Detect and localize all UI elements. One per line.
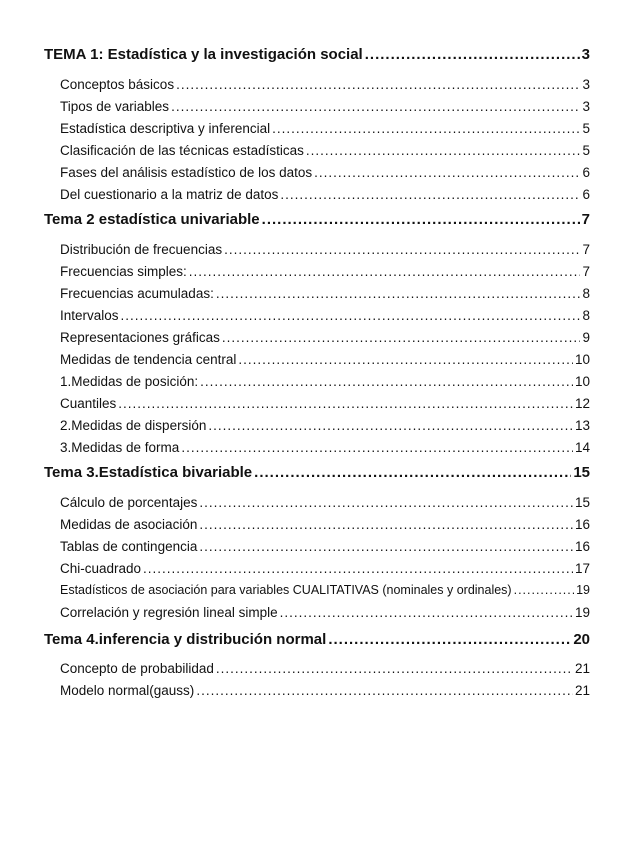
toc-item[interactable] — [60, 143, 590, 158]
item-label: Chi-cuadrado — [60, 561, 142, 576]
dot-leader — [280, 605, 573, 620]
toc-item[interactable] — [60, 187, 590, 202]
page-number: 15 — [573, 464, 590, 481]
item-label: Modelo normal(gauss) — [60, 683, 195, 698]
item-label: Representaciones gráficas — [60, 330, 220, 345]
section-title: Tema 4.inferencia y distribución normal — [44, 631, 327, 648]
dot-leader — [200, 374, 573, 389]
page-number: 16 — [574, 517, 590, 532]
toc-item[interactable] — [60, 517, 590, 532]
item-label: Frecuencias acumuladas: — [60, 286, 214, 301]
toc-item[interactable] — [60, 99, 590, 114]
page-number: 5 — [582, 143, 590, 158]
item-label: Cálculo de porcentajes — [60, 495, 198, 510]
item-label: Distribución de frecuencias — [60, 242, 223, 257]
dot-leader — [216, 661, 573, 676]
dot-leader — [216, 286, 581, 301]
item-label: 2.Medidas de dispersión — [60, 418, 207, 433]
toc-section-2[interactable] — [44, 211, 590, 228]
dot-leader — [176, 77, 580, 92]
dot-leader — [314, 165, 580, 180]
item-label: Fases del análisis estadístico de los datos — [60, 165, 313, 180]
page-number: 8 — [582, 308, 590, 323]
page-number: 14 — [574, 440, 590, 455]
page-number: 17 — [574, 561, 590, 576]
toc-item[interactable] — [60, 374, 590, 389]
toc-section-4[interactable] — [44, 631, 590, 648]
toc-item[interactable] — [60, 165, 590, 180]
item-label: 3.Medidas de forma — [60, 440, 180, 455]
dot-leader — [272, 121, 580, 136]
page-number: 7 — [582, 264, 590, 279]
dot-leader — [306, 143, 581, 158]
dot-leader — [196, 683, 573, 698]
dot-leader — [328, 631, 571, 648]
page-number: 7 — [581, 211, 590, 228]
section-title: Tema 3.Estadística bivariable — [44, 464, 253, 481]
page-number: 9 — [582, 330, 590, 345]
toc-item[interactable] — [60, 683, 590, 698]
item-label: Tipos de variables — [60, 99, 170, 114]
item-label: Cuantiles — [60, 396, 117, 411]
page-number: 3 — [582, 77, 590, 92]
page-number: 6 — [582, 165, 590, 180]
toc-item[interactable] — [60, 264, 590, 279]
page-number: 16 — [574, 539, 590, 554]
toc-item[interactable] — [60, 561, 590, 576]
toc-item[interactable] — [60, 440, 590, 455]
toc-section-3[interactable] — [44, 464, 590, 481]
dot-leader — [118, 396, 573, 411]
toc-item[interactable] — [60, 418, 590, 433]
dot-leader — [224, 242, 580, 257]
dot-leader — [280, 187, 580, 202]
page-number: 6 — [582, 187, 590, 202]
page-number: 19 — [576, 583, 590, 597]
page-number: 5 — [582, 121, 590, 136]
item-label: 1.Medidas de posición: — [60, 374, 199, 389]
dot-leader — [365, 46, 580, 63]
toc-item[interactable] — [60, 583, 590, 597]
page-number: 15 — [574, 495, 590, 510]
item-label: Frecuencias simples: — [60, 264, 187, 279]
item-label: Del cuestionario a la matriz de datos — [60, 187, 279, 202]
item-label: Medidas de asociación — [60, 517, 198, 532]
toc-item[interactable] — [60, 661, 590, 676]
dot-leader — [514, 583, 575, 597]
toc-item[interactable] — [60, 121, 590, 136]
dot-leader — [171, 99, 580, 114]
dot-leader — [189, 264, 581, 279]
page-number: 21 — [574, 661, 590, 676]
dot-leader — [208, 418, 573, 433]
page-number: 20 — [573, 631, 590, 648]
page-number: 3 — [582, 99, 590, 114]
toc-item[interactable] — [60, 77, 590, 92]
page-number: 8 — [582, 286, 590, 301]
page-number: 13 — [574, 418, 590, 433]
page-number: 7 — [582, 242, 590, 257]
toc-item[interactable] — [60, 495, 590, 510]
item-label: Tablas de contingencia — [60, 539, 198, 554]
item-label: Estadística descriptiva y inferencial — [60, 121, 271, 136]
toc-item[interactable] — [60, 396, 590, 411]
page-number: 12 — [574, 396, 590, 411]
page-number: 21 — [574, 683, 590, 698]
toc-item[interactable] — [60, 352, 590, 367]
page-number: 10 — [574, 352, 590, 367]
toc-item[interactable] — [60, 539, 590, 554]
dot-leader — [121, 308, 581, 323]
dot-leader — [143, 561, 573, 576]
dot-leader — [199, 517, 573, 532]
dot-leader — [262, 211, 580, 228]
item-label: Correlación y regresión lineal simple — [60, 605, 278, 620]
item-label: Estadísticos de asociación para variables CUALITATIVAS (nominales y ordinales) — [60, 583, 512, 597]
page-number: 3 — [581, 46, 590, 63]
dot-leader — [238, 352, 573, 367]
dot-leader — [199, 539, 573, 554]
dot-leader — [222, 330, 581, 345]
item-label: Clasificación de las técnicas estadísticas — [60, 143, 304, 158]
item-label: Concepto de probabilidad — [60, 661, 214, 676]
toc-item[interactable] — [60, 308, 590, 323]
page-number: 10 — [574, 374, 590, 389]
page-number: 19 — [574, 605, 590, 620]
dot-leader — [199, 495, 573, 510]
item-label: Conceptos básicos — [60, 77, 175, 92]
toc-section-1[interactable] — [44, 46, 590, 63]
section-title: TEMA 1: Estadística y la investigación social — [44, 46, 363, 63]
toc-item[interactable] — [60, 330, 590, 345]
section-title: Tema 2 estadística univariable — [44, 211, 260, 228]
item-label: Medidas de tendencia central — [60, 352, 237, 367]
dot-leader — [254, 464, 571, 481]
toc-item[interactable] — [60, 605, 590, 620]
toc-item[interactable] — [60, 286, 590, 301]
dot-leader — [181, 440, 573, 455]
toc-item[interactable] — [60, 242, 590, 257]
item-label: Intervalos — [60, 308, 119, 323]
